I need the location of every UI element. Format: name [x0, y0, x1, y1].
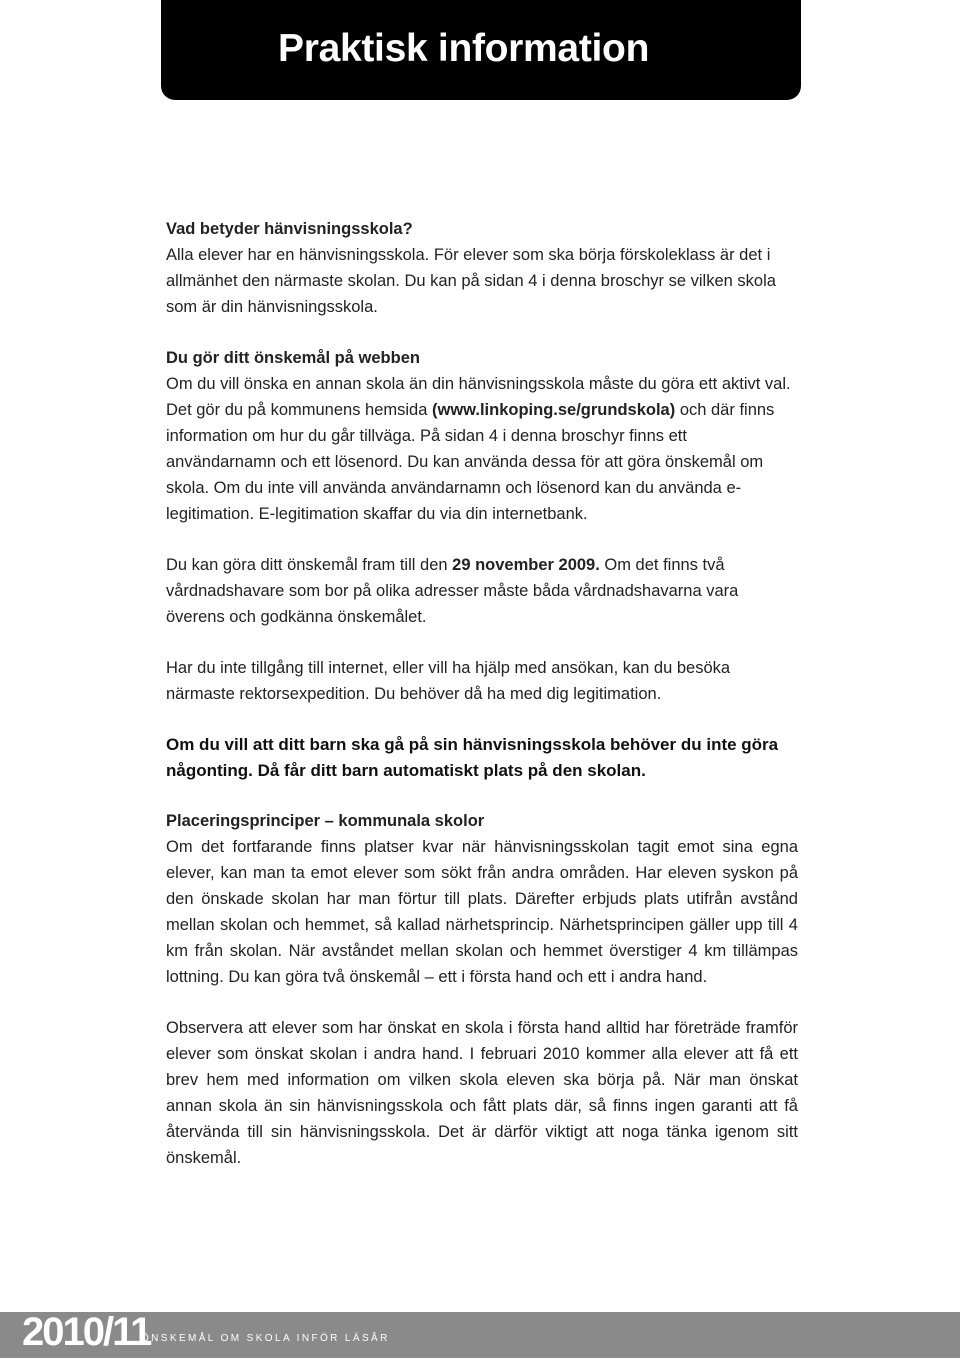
- main-content: [166, 216, 798, 1196]
- section-deadline: [166, 552, 798, 630]
- section-body: Alla elever har en hänvisningsskola. För elever som ska börja förskoleklass är det i allmänhet den närmaste skolan. Du kan på sidan 4 i denna broschyr se vilken skola som är din hänvisningsskola.: [166, 246, 776, 316]
- section-observera: [166, 1015, 798, 1171]
- section-body: Har du inte tillgång till internet, eller vill ha hjälp med ansökan, kan du besöka närmaste rektorsexpedition. Du behöver då ha med dig legitimation.: [166, 659, 731, 703]
- footer-subtitle: ÖNSKEMÅL OM SKOLA INFÖR LÄSÅR: [141, 1333, 390, 1344]
- body-text: och där finns information om hur du går tillväga. På sidan 4 i denna broschyr finns ett användarnamn och ett lösenord. Du kan använda dessa för att göra önskemål om skola. Om du inte vill använda användarnamn och lösenord kan du använda e-legitimation. E-legitimation skaffar du via din internetbank.: [166, 401, 775, 523]
- section-body: Om det fortfarande finns platser kvar när hänvisningsskolan tagit emot sina egna elever, kan man ta emot elever som sökt från andra områden. Har eleven syskon på den önskade skolan har man förtur till plats. Därefter erbjuds plats utifrån avstånd mellan skolan och hemmet, så kallad närhetsprincip. Närhetsprincipen gäller upp till 4 km från skolan. När avståndet mellan skolan och hemmet överstiger 4 km tillämpas lottning. Du kan göra två önskemål – ett i första hand och ett i andra hand.: [166, 838, 798, 986]
- emphasis-text: Om du vill att ditt barn ska gå på sin hänvisningsskola behöver du inte göra någonting. Då får ditt barn automatiskt plats på den skolan.: [166, 735, 779, 780]
- section-body: [166, 371, 798, 527]
- section-no-internet: [166, 655, 798, 707]
- website-link[interactable]: (www.linkoping.se/grundskola): [431, 401, 676, 419]
- section-heading: Placeringsprinciper – kommunala skolor: [166, 812, 485, 830]
- section-placeringsprinciper: [166, 808, 798, 990]
- body-text: Om det finns två vårdnadshavare som bor på olika adresser måste båda vårdnadshavarna vara överens och godkänna önskemålet.: [166, 556, 739, 626]
- section-heading: Vad betyder hänvisningsskola?: [166, 220, 413, 238]
- page-title: Praktisk information: [278, 27, 650, 70]
- footer-year: 2010/11: [22, 1310, 151, 1354]
- section-hanvisningsskola: [166, 216, 798, 320]
- section-body: [166, 552, 798, 630]
- body-text: Om du vill önska en annan skola än din hänvisningsskola måste du göra ett aktivt val. Det gör du på kommunens hemsida: [166, 375, 791, 419]
- body-text: Du kan göra ditt önskemål fram till den: [166, 556, 453, 574]
- section-heading: Du gör ditt önskemål på webben: [166, 349, 420, 367]
- section-body: Observera att elever som har önskat en skola i första hand alltid har företräde framför elever som önskat skolan i andra hand. I februari 2010 kommer alla elever att få ett brev hem med information om vilken skola eleven ska börja på. När man önskat annan skola än sin hänvisningsskola och fått plats där, så finns ingen garanti att få återvända till sin hänvisningsskola. Det är därför viktigt att noga tänka igenom sitt önskemål.: [166, 1019, 798, 1167]
- section-automatic-placement: [166, 732, 798, 784]
- section-webben: [166, 345, 798, 527]
- deadline-date: 29 november 2009.: [452, 556, 600, 574]
- header-box: [161, 0, 801, 100]
